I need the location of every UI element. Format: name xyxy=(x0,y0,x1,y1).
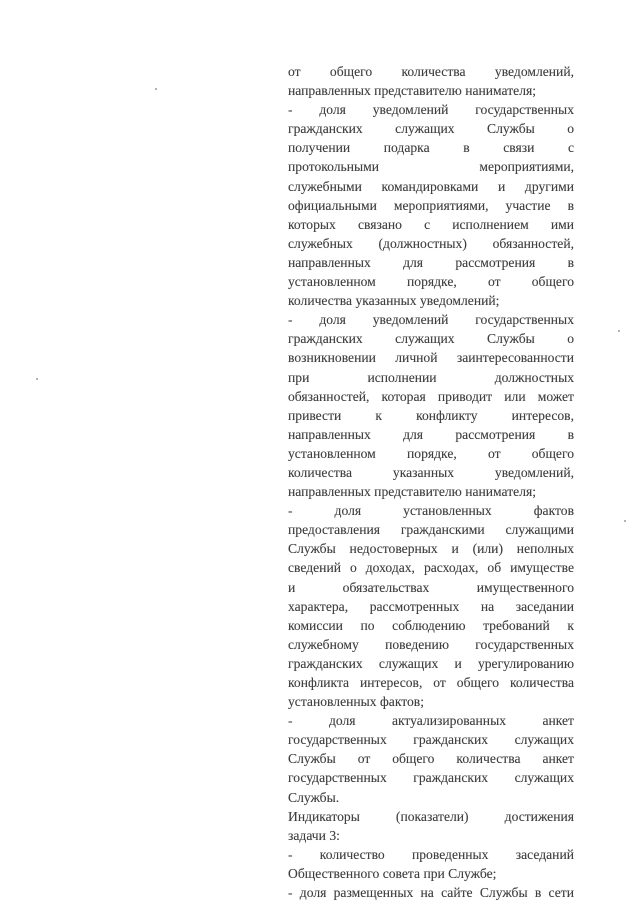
text-line: количества указанных уведомлений, xyxy=(288,464,574,480)
text-line: - доля уведомлений государственных xyxy=(288,102,574,118)
text-line: гражданских служащих Службы о xyxy=(288,331,574,347)
scan-speck xyxy=(155,88,157,90)
text-line: государственных гражданских служащих xyxy=(288,732,574,748)
text-line: возникновении личной заинтересованности xyxy=(288,350,574,366)
text-line: - доля установленных фактов xyxy=(288,503,574,519)
text-line: Общественного совета при Службе; xyxy=(288,865,497,881)
text-line: при исполнении должностных xyxy=(288,369,574,385)
scan-speck xyxy=(36,378,38,380)
text-line: Индикаторы (показатели) достижения xyxy=(288,808,574,824)
text-line: комиссии по соблюдению требований к xyxy=(288,617,574,633)
text-line: направленных для рассмотрения в xyxy=(288,254,574,270)
text-line: предоставления гражданскими служащими xyxy=(288,522,574,538)
text-column xyxy=(288,62,574,902)
text-line: служебному поведению государственных xyxy=(288,636,574,652)
text-line: установленном порядке, от общего xyxy=(288,274,574,290)
text-line: задачи 3: xyxy=(288,827,340,843)
text-line: государственных гражданских служащих xyxy=(288,770,574,786)
text-line: привести к конфликту интересов, xyxy=(288,407,574,423)
text-line: характера, рассмотренных на заседании xyxy=(288,598,574,614)
text-line: установленном порядке, от общего xyxy=(288,445,574,461)
scan-speck xyxy=(618,330,620,332)
text-line: гражданских служащих и урегулированию xyxy=(288,655,574,671)
text-line: и обязательствах имущественного xyxy=(288,579,574,595)
text-line: конфликта интересов, от общего количества xyxy=(288,675,574,690)
text-line: направленных представителю нанимателя; xyxy=(288,484,537,500)
text-line: направленных для рассмотрения в xyxy=(288,426,574,442)
text-line: Службы недостоверных и (или) неполных xyxy=(288,541,574,557)
text-line: от общего количества уведомлений, xyxy=(288,64,574,79)
text-line: официальными мероприятиями, участие в xyxy=(288,197,574,213)
text-line: служебными командировками и другими xyxy=(288,178,574,194)
text-line: обязанностей, которая приводит или может xyxy=(288,388,574,404)
scan-speck xyxy=(624,520,626,522)
text-line: протокольными мероприятиями, xyxy=(288,159,574,175)
text-line: Службы. xyxy=(288,789,340,805)
text-line: гражданских служащих Службы о xyxy=(288,121,574,137)
text-line: - доля размещенных на сайте Службы в сети xyxy=(288,885,574,901)
text-line: получении подарка в связи с xyxy=(288,140,574,156)
text-line: направленных представителю нанимателя; xyxy=(288,83,537,99)
text-line: количества указанных уведомлений; xyxy=(288,293,500,309)
text-line: - количество проведенных заседаний xyxy=(288,846,574,862)
text-line: - доля уведомлений государственных xyxy=(288,312,574,328)
text-line: которых связано с исполнением ими xyxy=(288,216,574,232)
text-line: установленных фактов; xyxy=(288,694,424,710)
text-line: - доля актуализированных анкет xyxy=(288,713,574,729)
text-line: служебных (должностных) обязанностей, xyxy=(288,235,574,251)
text-line: сведений о доходах, расходах, об имуществе xyxy=(288,560,574,576)
text-line: Службы от общего количества анкет xyxy=(288,751,574,767)
